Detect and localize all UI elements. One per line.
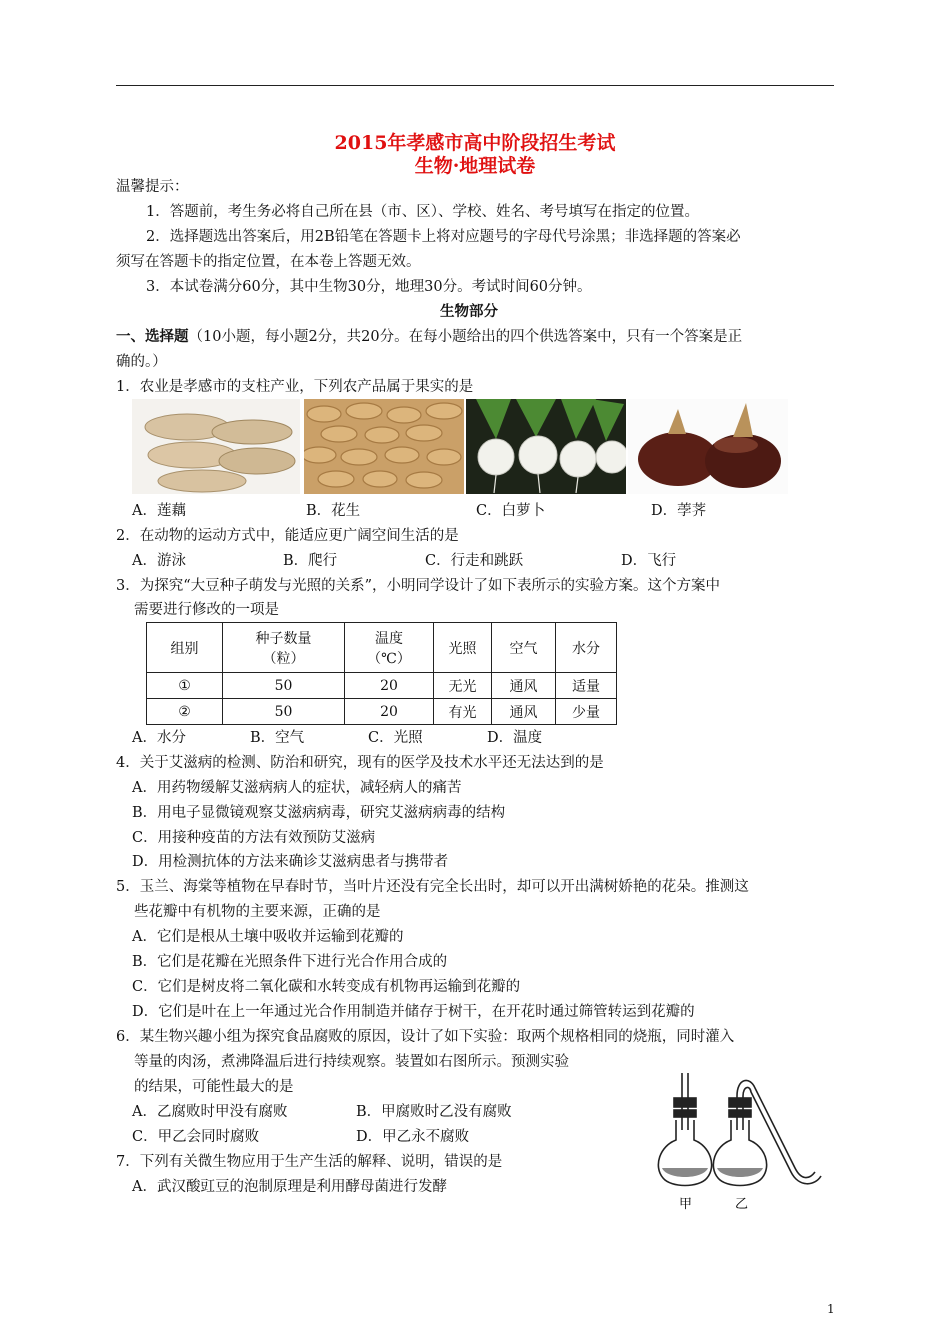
section-intro-text: （10小题，每小题2分，共20分。在每小题给出的四个供选答案中，只有一个答案是正 (188, 329, 743, 345)
flask-label-jia: 甲 (679, 1197, 693, 1212)
q1-opt-b: B．花生 (306, 503, 361, 519)
water-chestnut-photo (628, 399, 788, 494)
tip-3: 3．本试卷满分60分，其中生物30分，地理30分。考试时间60分钟。 (146, 279, 592, 295)
q1-opt-a: A．莲藕 (132, 503, 186, 519)
q2-stem: 2．在动物的运动方式中，能适应更广阔空间生活的是 (116, 528, 459, 544)
q5-opt-c: C．它们是树皮将二氧化碳和水转变成有机物再运输到花瓣的 (132, 979, 521, 995)
q5-stem-cont: 些花瓣中有机物的主要来源，正确的是 (134, 904, 381, 920)
q6-opt-d: D．甲乙永不腐败 (356, 1129, 470, 1145)
th-temperature: 温度 （℃） (345, 623, 434, 673)
q5-opt-a: A．它们是根从土壤中吸收并运输到花瓣的 (132, 929, 404, 945)
q2-opt-b: B．爬行 (283, 553, 338, 569)
th-air: 空气 (492, 623, 556, 673)
tip-2-cont: 须写在答题卡的指定位置，在本卷上答题无效。 (116, 254, 421, 270)
lotus-root-photo (132, 399, 300, 494)
q1-stem: 1．农业是孝感市的支柱产业，下列农产品属于果实的是 (116, 379, 474, 395)
q3-opt-b: B．空气 (250, 730, 305, 746)
tip-1: 1．答题前，考生务必将自己所在县（市、区）、学校、姓名、考号填写在指定的位置。 (146, 204, 699, 220)
section-intro-cont: 确的。） (116, 354, 167, 370)
white-radish-photo (466, 399, 626, 494)
q1-opt-d: D．荸荠 (651, 503, 707, 519)
th-light: 光照 (434, 623, 492, 673)
q7-opt-a: A．武汉酸豇豆的泡制原理是利用酵母菌进行发酵 (132, 1179, 447, 1195)
q3-opt-d: D．温度 (487, 730, 543, 746)
q4-opt-a: A．用药物缓解艾滋病病人的症状，减轻病人的痛苦 (132, 780, 462, 796)
section-intro (116, 327, 742, 347)
th-seed-count: 种子数量 （粒） (223, 623, 345, 673)
q6-stem-cont2: 的结果，可能性最大的是 (134, 1079, 294, 1095)
peanut-photo (304, 399, 464, 494)
q2-opt-c: C．行走和跳跃 (425, 553, 524, 569)
q6-stem: 6．某生物兴趣小组为探究食品腐败的原因，设计了如下实验：取两个规格相同的烧瓶，同时灌入 (116, 1029, 735, 1045)
q4-opt-d: D．用检测抗体的方法来确诊艾滋病患者与携带者 (132, 854, 449, 870)
q4-stem: 4．关于艾滋病的检测、防治和研究，现有的医学及技术水平还无法达到的是 (116, 755, 604, 771)
q1-opt-c: C．白萝卜 (476, 503, 546, 519)
section-heading: 一、选择题 (116, 328, 189, 345)
q5-opt-b: B．它们是花瓣在光照条件下进行光合作用合成的 (132, 954, 448, 970)
exam-subtitle: 生物·地理试卷 (414, 155, 536, 177)
q6-opt-b: B．甲腐败时乙没有腐败 (356, 1104, 512, 1120)
flask-apparatus-diagram (655, 1068, 830, 1218)
exam-title: 2015年孝感市高中阶段招生考试 (334, 132, 616, 154)
q6-opt-a: A．乙腐败时甲没有腐败 (132, 1104, 288, 1120)
q4-opt-b: B．用电子显微镜观察艾滋病病毒，研究艾滋病病毒的结构 (132, 805, 506, 821)
q3-opt-c: C．光照 (368, 730, 423, 746)
experiment-table (146, 622, 617, 725)
q3-opt-a: A．水分 (132, 730, 186, 746)
page-number: 1 (827, 1302, 835, 1316)
th-group: 组别 (147, 623, 223, 673)
q5-stem: 5．玉兰、海棠等植物在早春时节，当叶片还没有完全长出时，却可以开出满树娇艳的花朵。推测这 (116, 879, 749, 895)
table-row: ① 50 20 无光 通风 适量 (147, 673, 617, 699)
th-water: 水分 (556, 623, 617, 673)
flask-label-yi: 乙 (735, 1197, 749, 1212)
tip-2: 2．选择题选出答案后，用2B铅笔在答题卡上将对应题号的字母代号涂黑；非选择题的答案必 (146, 229, 741, 245)
table-row: ② 50 20 有光 通风 少量 (147, 699, 617, 725)
tips-label: 温馨提示： (116, 179, 189, 195)
q6-stem-cont: 等量的肉汤，煮沸降温后进行持续观察。装置如右图所示。预测实验 (134, 1054, 569, 1070)
top-rule (116, 85, 834, 86)
q3-stem-cont: 需要进行修改的一项是 (134, 602, 279, 618)
q2-opt-a: A．游泳 (132, 553, 186, 569)
q5-opt-d: D．它们是叶在上一年通过光合作用制造并储存于树干，在开花时通过筛管转运到花瓣的 (132, 1004, 695, 1020)
q6-opt-c: C．甲乙会同时腐败 (132, 1129, 260, 1145)
q3-stem: 3．为探究“大豆种子萌发与光照的关系”，小明同学设计了如下表所示的实验方案。这个方案中 (116, 578, 721, 594)
q4-opt-c: C．用接种疫苗的方法有效预防艾滋病 (132, 830, 376, 846)
q2-opt-d: D．飞行 (621, 553, 677, 569)
q7-stem: 7．下列有关微生物应用于生产生活的解释、说明，错误的是 (116, 1154, 503, 1170)
section-title: 生物部分 (440, 303, 498, 320)
